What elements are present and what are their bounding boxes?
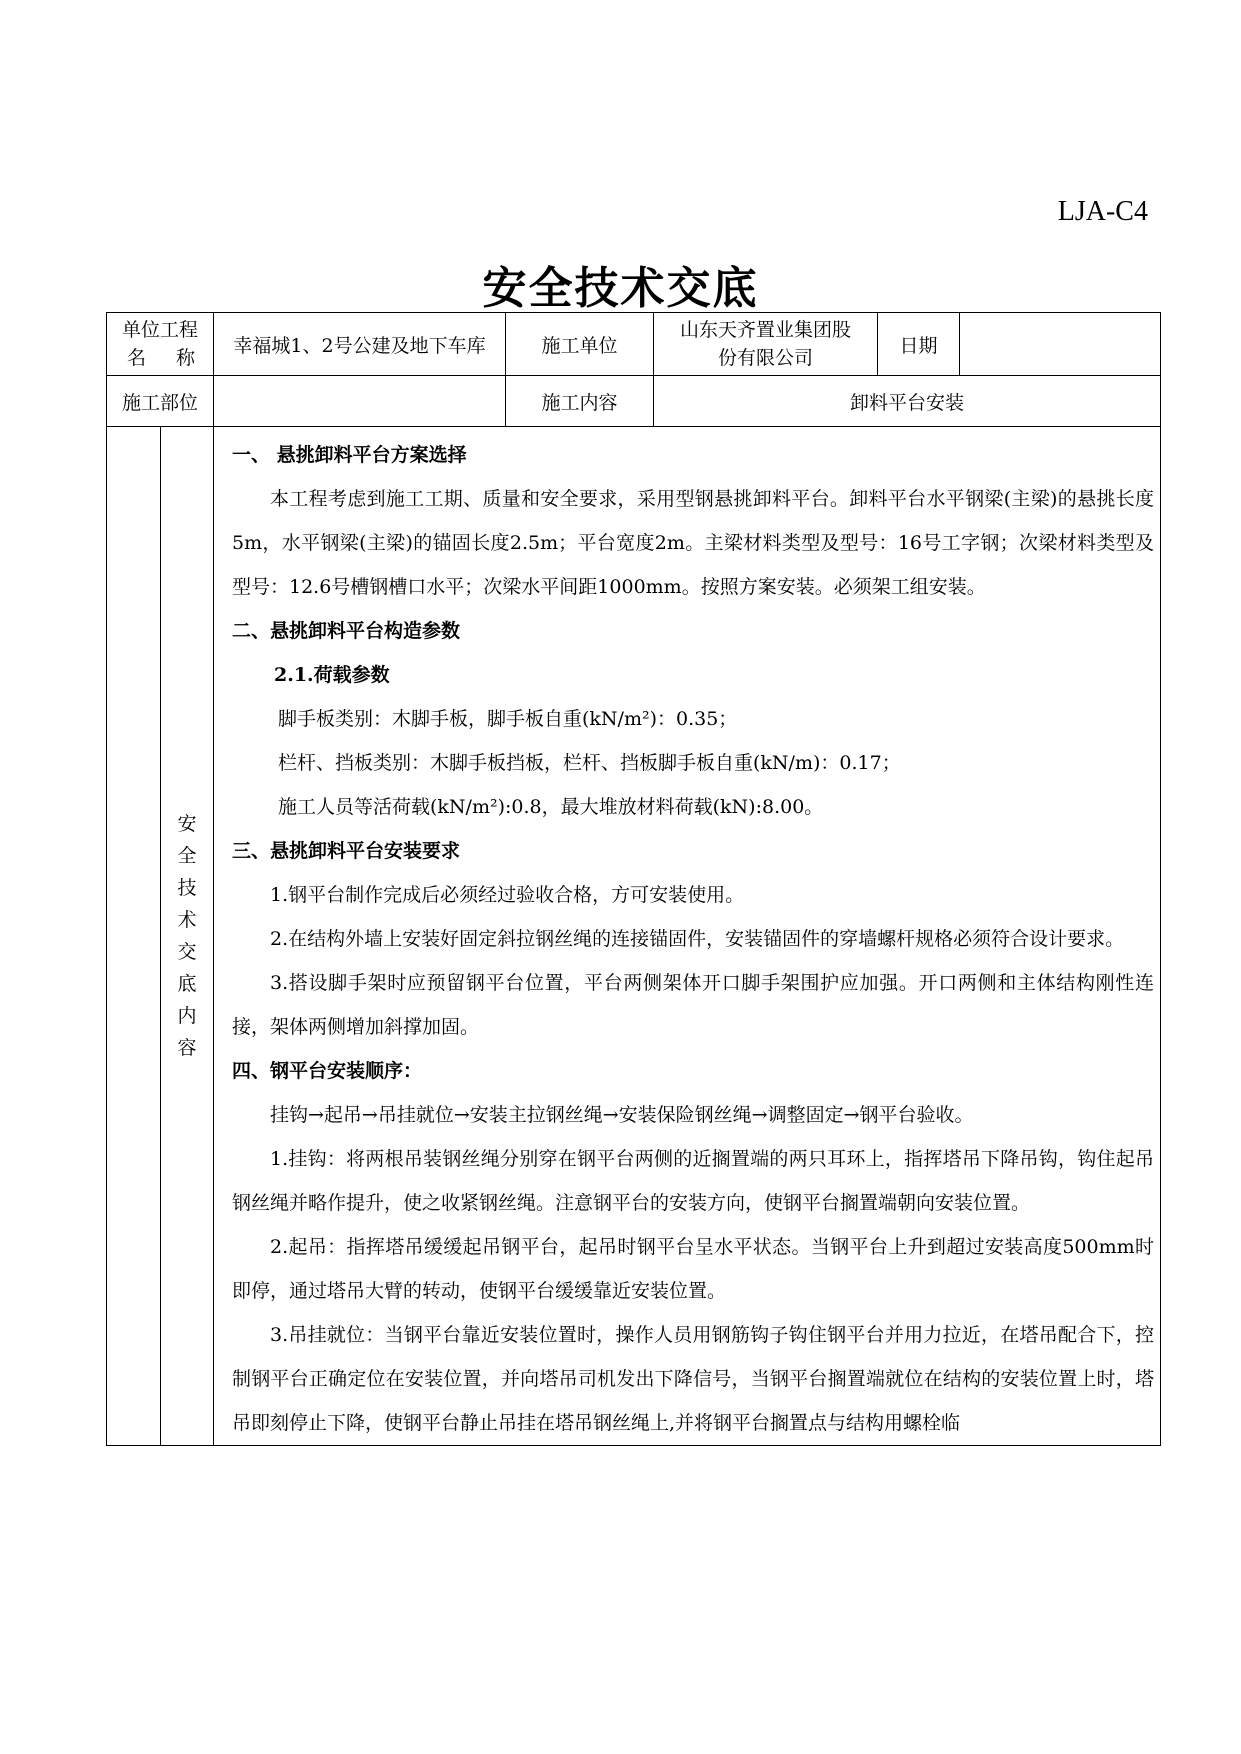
contractor-label: 施工单位: [506, 313, 654, 376]
left-margin-cell: [107, 427, 161, 1446]
section-3-heading: 三、悬挑卸料平台安装要求: [232, 840, 461, 862]
side-label-char: 术: [177, 909, 197, 931]
section-2-subheading: 2.1.荷载参数: [274, 664, 390, 686]
section-4-step: 1.挂钩：将两根吊装钢丝绳分别穿在钢平台两侧的近搁置端的两只耳环上，指挥塔吊下降吊钩，钩住起吊钢丝绳并略作提升，使之收紧钢丝绳。注意钢平台的安装方向，使钢平台搁置端朝向安装位置。: [232, 1148, 1154, 1214]
section-3-item: 2.在结构外墙上安装好固定斜拉钢丝绳的连接锚固件，安装锚固件的穿墙螺杆规格必须符合设计要求。: [270, 928, 1125, 950]
section-2-heading: 二、悬挑卸料平台构造参数: [232, 620, 461, 642]
page-title: 安全技术交底: [482, 263, 759, 314]
unit-project-label-line1: 单位工程: [121, 319, 198, 341]
load-param-line: 脚手板类别：木脚手板，脚手板自重(kN/m²)：0.35；: [278, 708, 738, 730]
side-label-char: 交: [177, 941, 197, 963]
section-1-paragraph: 本工程考虑到施工工期、质量和安全要求，采用型钢悬挑卸料平台。卸料平台水平钢梁(主梁)的悬挑长度5m，水平钢梁(主梁)的锚固长度2.5m；平台宽度2m。主梁材料类型及型号：16号工字钢；次梁材料类型及型号：12.6号槽钢槽口水平；次梁水平间距1000mm。按照方案安装。必须架工组安装。: [232, 488, 1154, 598]
side-label-char: 全: [177, 845, 197, 867]
side-label-cell: [161, 427, 214, 1446]
disclosure-content: [214, 427, 1161, 1446]
side-label-char: 内: [177, 1005, 197, 1027]
unit-project-label-char-1: 名: [127, 347, 147, 369]
unit-project-label-cell: [107, 313, 214, 376]
contractor-value-cell: [654, 313, 878, 376]
load-param-line: 施工人员等活荷载(kN/m²):0.8，最大堆放材料荷载(kN):8.00。: [278, 796, 824, 818]
section-3-item: 3.搭设脚手架时应预留钢平台位置，平台两侧架体开口脚手架围护应加强。开口两侧和主体结构刚性连接，架体两侧增加斜撑加固。: [232, 972, 1154, 1038]
side-label-char: 容: [177, 1037, 197, 1059]
date-value: [960, 313, 1161, 376]
contractor-value-line2: 份有限公司: [717, 347, 813, 369]
section-3-item: 1.钢平台制作完成后必须经过验收合格，方可安装使用。: [270, 884, 745, 906]
header-row-1: [107, 313, 1161, 376]
location-label: 施工部位: [107, 376, 214, 427]
install-sequence-flow: 挂钩→起吊→吊挂就位→安装主拉钢丝绳→安装保险钢丝绳→调整固定→钢平台验收。: [270, 1104, 974, 1126]
disclosure-table: [106, 312, 1161, 1446]
side-label-char: 安: [177, 813, 197, 835]
work-content-label: 施工内容: [506, 376, 654, 427]
section-1-heading: 一、 悬挑卸料平台方案选择: [232, 444, 467, 466]
work-content-value: 卸料平台安装: [654, 376, 1161, 427]
header-row-2: [107, 376, 1161, 427]
contractor-value-line1: 山东天齐置业集团股: [679, 319, 851, 341]
section-4-heading: 四、钢平台安装顺序：: [232, 1060, 423, 1082]
unit-project-label-char-2: 称: [175, 347, 195, 369]
content-row: [107, 427, 1161, 1446]
date-label: 日期: [878, 313, 960, 376]
load-param-line: 栏杆、挡板类别：木脚手板挡板，栏杆、挡板脚手板自重(kN/m)：0.17；: [278, 752, 901, 774]
side-label-char: 技: [177, 877, 197, 899]
side-label: [177, 808, 197, 1064]
document-code: LJA-C4: [1057, 196, 1148, 227]
unit-project-label-line2: [107, 344, 213, 372]
side-label-char: 底: [177, 973, 197, 995]
section-4-step: 2.起吊：指挥塔吊缓缓起吊钢平台，起吊时钢平台呈水平状态。当钢平台上升到超过安装高度500mm时即停，通过塔吊大臂的转动，使钢平台缓缓靠近安装位置。: [232, 1236, 1154, 1302]
location-value: [214, 376, 506, 427]
unit-project-value: 幸福城1、2号公建及地下车库: [214, 313, 506, 376]
section-4-step: 3.吊挂就位：当钢平台靠近安装位置时，操作人员用钢筋钩子钩住钢平台并用力拉近，在塔吊配合下，控制钢平台正确定位在安装位置，并向塔吊司机发出下降信号，当钢平台搁置端就位在结构的安装位置上时，塔吊即刻停止下降，使钢平台静止吊挂在塔吊钢丝绳上,并将钢平台搁置点与结构用螺栓临: [232, 1324, 1154, 1434]
